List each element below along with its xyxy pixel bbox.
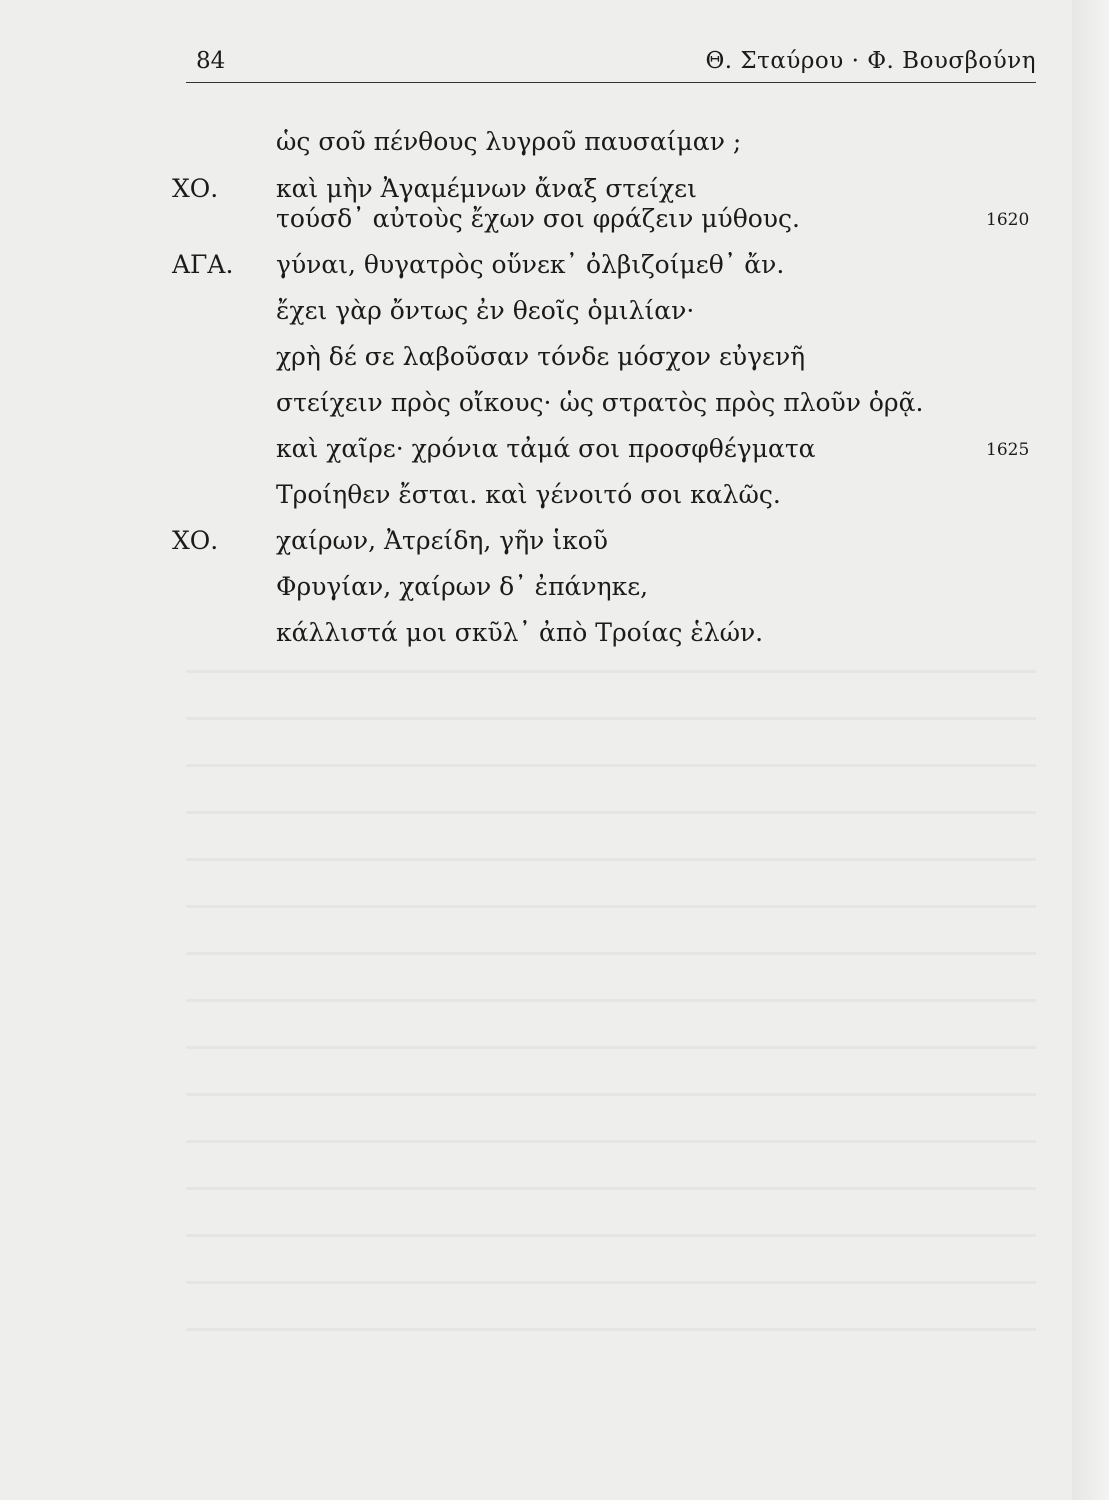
speaker-label: ΧΟ. xyxy=(172,174,219,203)
verse-line xyxy=(0,342,1109,389)
verse-text: καὶ μὴν Ἀγαμέμνων ἄναξ στείχει xyxy=(276,174,697,203)
page-header xyxy=(186,38,1036,88)
verse-text: γύναι, θυγατρὸς οὕνεκ᾽ ὀλβιζοίμεθ᾽ ἄν. xyxy=(276,250,785,279)
speaker-label: ΑΓΑ. xyxy=(172,250,234,279)
show-through-text xyxy=(186,640,1036,1360)
verse-line xyxy=(0,618,1109,665)
verse-text: ὡς σοῦ πένθους λυγροῦ παυσαίμαν ; xyxy=(276,127,742,156)
verse-line xyxy=(0,572,1109,619)
verse-text: χαίρων, Ἀτρείδη, γῆν ἱκοῦ xyxy=(276,526,609,555)
page-number: 84 xyxy=(196,48,226,74)
verse-text: ἔχει γὰρ ὄντως ἐν θεοῖς ὁμιλίαν· xyxy=(276,296,695,325)
speaker-label: ΧΟ. xyxy=(172,526,219,555)
verse-line xyxy=(0,204,1109,251)
verse-text: καὶ χαῖρε· χρόνια τἀμά σοι προσφθέγματα xyxy=(276,434,816,463)
verse-text: Φρυγίαν, χαίρων δ᾽ ἐπάνηκε, xyxy=(276,572,649,601)
verse-text: κάλλιστά μοι σκῦλ᾽ ἀπὸ Τροίας ἑλών. xyxy=(276,618,764,647)
header-rule xyxy=(186,82,1036,83)
verse-line xyxy=(0,127,1109,174)
verse-line xyxy=(0,250,1109,297)
running-head: Θ. Σταύρου · Φ. Βουσβούνη xyxy=(705,48,1036,74)
verse-line xyxy=(0,388,1109,435)
verse-line xyxy=(0,296,1109,343)
line-number: 1620 xyxy=(986,210,1030,230)
verse-text: Τροίηθεν ἔσται. καὶ γένοιτό σοι καλῶς. xyxy=(276,480,781,509)
verse-text: τούσδ᾽ αὐτοὺς ἔχων σοι φράζειν μύθους. xyxy=(276,204,800,233)
verse-line xyxy=(0,434,1109,481)
verse-line xyxy=(0,526,1109,573)
verse-text: χρὴ δέ σε λαβοῦσαν τόνδε μόσχον εὐγενῆ xyxy=(276,342,806,371)
line-number: 1625 xyxy=(986,440,1030,460)
verse-line xyxy=(0,480,1109,527)
verse-text: στείχειν πρὸς οἴκους· ὡς στρατὸς πρὸς πλοῦν ὁρᾷ. xyxy=(276,388,924,417)
